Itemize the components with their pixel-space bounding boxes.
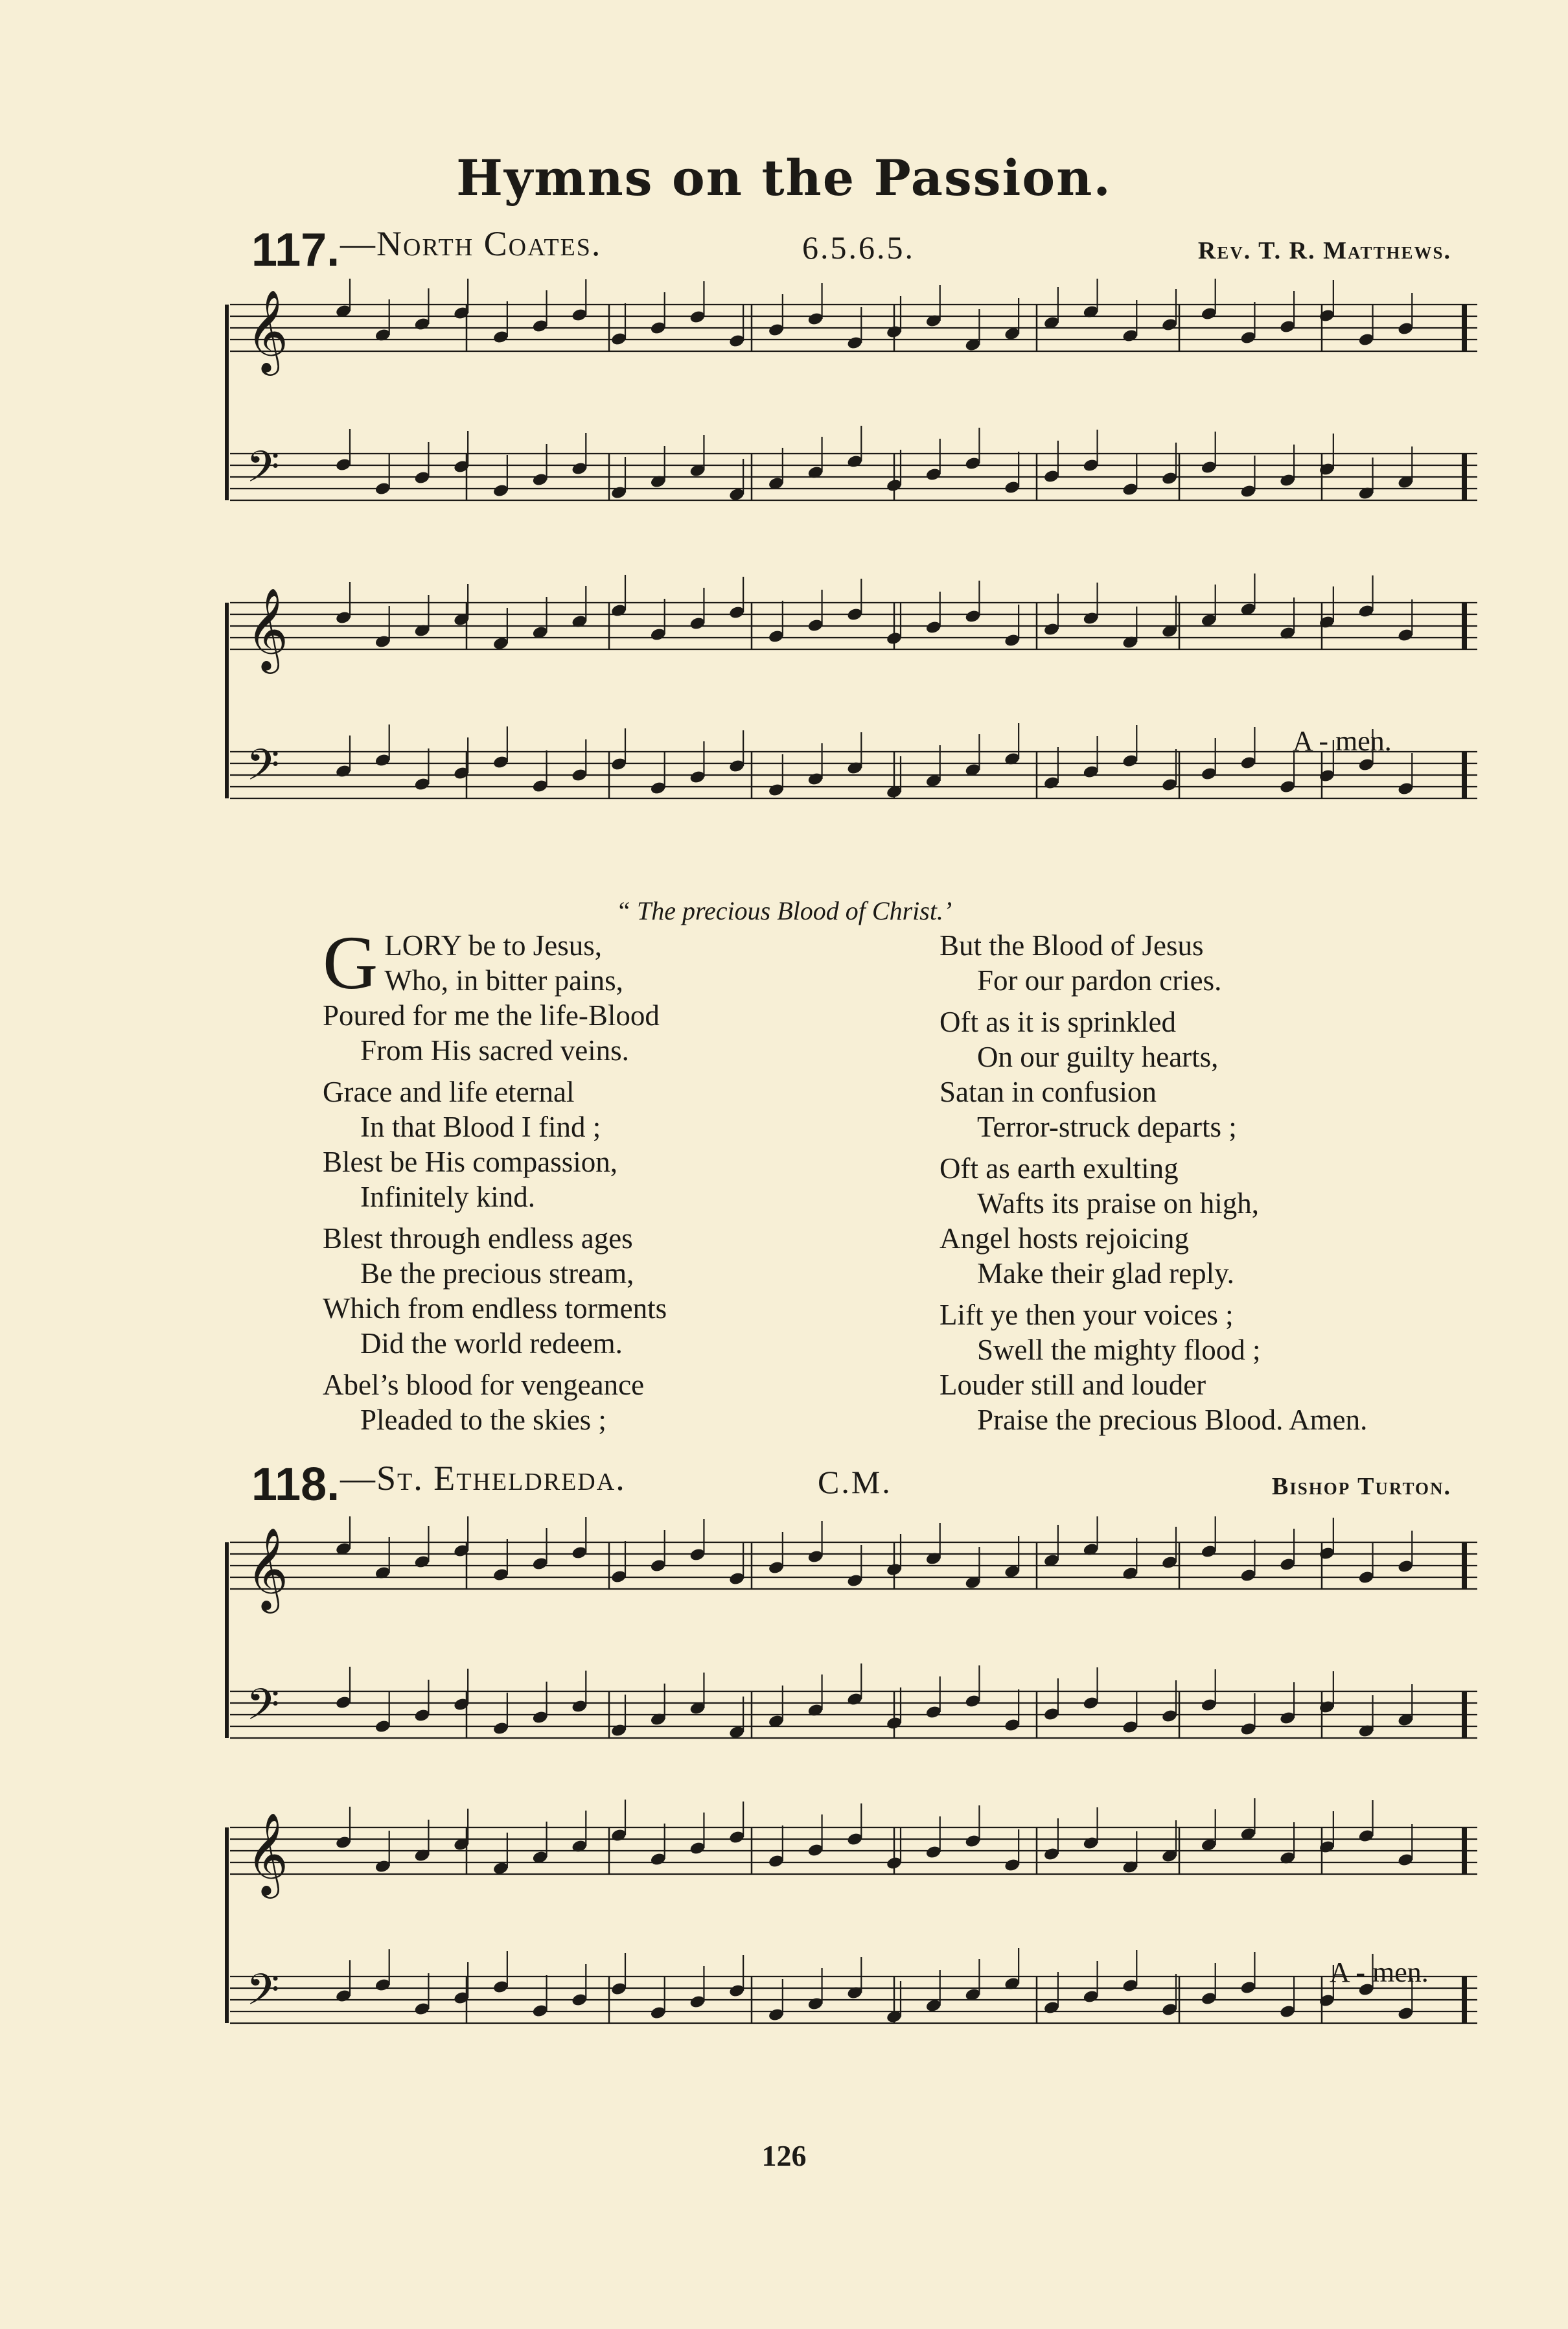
- verse-line: Infinitely kind.: [360, 1181, 535, 1213]
- verse-line: Blest be His compassion,: [323, 1146, 617, 1178]
- hymn-117-staves: [220, 279, 1490, 901]
- bass-clef-icon: 𝄢: [246, 740, 280, 800]
- verse-line: Louder still and louder: [940, 1369, 1206, 1401]
- treble-clef-icon: 𝄞: [246, 587, 289, 670]
- hymn-117-meter: 6.5.6.5.: [802, 229, 915, 266]
- verse-line: Abel’s blood for vengeance: [323, 1369, 645, 1401]
- hymn-118-composer: Bishop Turton.: [1271, 1473, 1451, 1500]
- hymn-118-score: [220, 1516, 1490, 2126]
- stanza: [323, 1367, 945, 1437]
- stanza: [940, 1297, 1562, 1437]
- hymn-118-header: [0, 1458, 1568, 1516]
- verse-line: Praise the precious Blood. Amen.: [977, 1404, 1368, 1436]
- verse-line: Who, in bitter pains,: [384, 964, 623, 997]
- verse-line: Wafts its praise on high,: [977, 1187, 1260, 1220]
- hymn-118-amen: A - men.: [1330, 1956, 1429, 1988]
- page-number: 126: [761, 2139, 807, 2172]
- verse-line: GLORY be to Jesus,: [323, 920, 603, 1005]
- hymn-118-meter: C.M.: [818, 1464, 892, 1500]
- verses-right-column: [940, 928, 1562, 1444]
- stanza: [323, 1221, 945, 1361]
- verse-line: Grace and life eternal: [323, 1076, 575, 1108]
- stanza: [940, 1151, 1562, 1291]
- verse-line: Angel hosts rejoicing: [940, 1222, 1189, 1255]
- hymn-118-tune: —St. Etheldreda.: [340, 1459, 626, 1498]
- bass-clef-icon: 𝄢: [246, 442, 280, 502]
- verse-line: But the Blood of Jesus: [940, 929, 1204, 962]
- treble-clef-icon: 𝄞: [246, 1812, 289, 1895]
- verse-line: For our pardon cries.: [977, 964, 1222, 997]
- hymn-117-composer: Rev. T. R. Matthews.: [1197, 237, 1451, 264]
- verse-line: Oft as it is sprinkled: [940, 1006, 1176, 1038]
- hymn-117-header: [0, 224, 1568, 282]
- verse-line: Poured for me the life-Blood: [323, 999, 660, 1032]
- verse-line: On our guilty hearts,: [977, 1041, 1219, 1073]
- verse-line: From His sacred veins.: [360, 1034, 629, 1067]
- treble-clef-icon: 𝄞: [246, 289, 289, 372]
- hymn-117-score: [220, 279, 1490, 901]
- verse-line: Satan in confusion: [940, 1076, 1157, 1108]
- hymn-118-staves: [220, 1516, 1490, 2126]
- treble-clef-icon: 𝄞: [246, 1527, 289, 1610]
- stanza: [323, 1074, 945, 1214]
- stanza: [940, 1004, 1562, 1144]
- verses-left-column: [323, 920, 945, 1444]
- verse-line: Did the world redeem.: [360, 1327, 623, 1360]
- hymn-117-tune: —North Coates.: [340, 224, 602, 263]
- drop-cap: G: [323, 920, 378, 1005]
- verse-line: Pleaded to the skies ;: [360, 1404, 606, 1436]
- hymn-117-number: 117.: [251, 224, 340, 276]
- stanza: [323, 920, 945, 1068]
- verse-line: Blest through endless ages: [323, 1222, 633, 1255]
- verse-line: In that Blood I find ;: [360, 1111, 601, 1143]
- verse-line: Swell the mighty flood ;: [977, 1334, 1261, 1366]
- stanza: [940, 928, 1562, 998]
- bass-clef-icon: 𝄢: [246, 1680, 280, 1740]
- verse-line: Lift ye then your voices ;: [940, 1299, 1234, 1331]
- hymn-117-amen: A - men.: [1293, 725, 1392, 757]
- verse-line: Oft as earth exulting: [940, 1152, 1179, 1185]
- verse-line: Be the precious stream,: [360, 1257, 634, 1290]
- running-title: Hymns on the Passion.: [456, 149, 1112, 207]
- verse-line: Which from endless torments: [323, 1292, 667, 1325]
- hymn-118-number: 118.: [251, 1459, 340, 1511]
- bass-clef-icon: 𝄢: [246, 1965, 280, 2025]
- verse-line: Make their glad reply.: [977, 1257, 1234, 1290]
- hymn-117-caption: “ The precious Blood of Christ.’: [616, 896, 952, 925]
- verse-line: Terror-struck departs ;: [977, 1111, 1237, 1143]
